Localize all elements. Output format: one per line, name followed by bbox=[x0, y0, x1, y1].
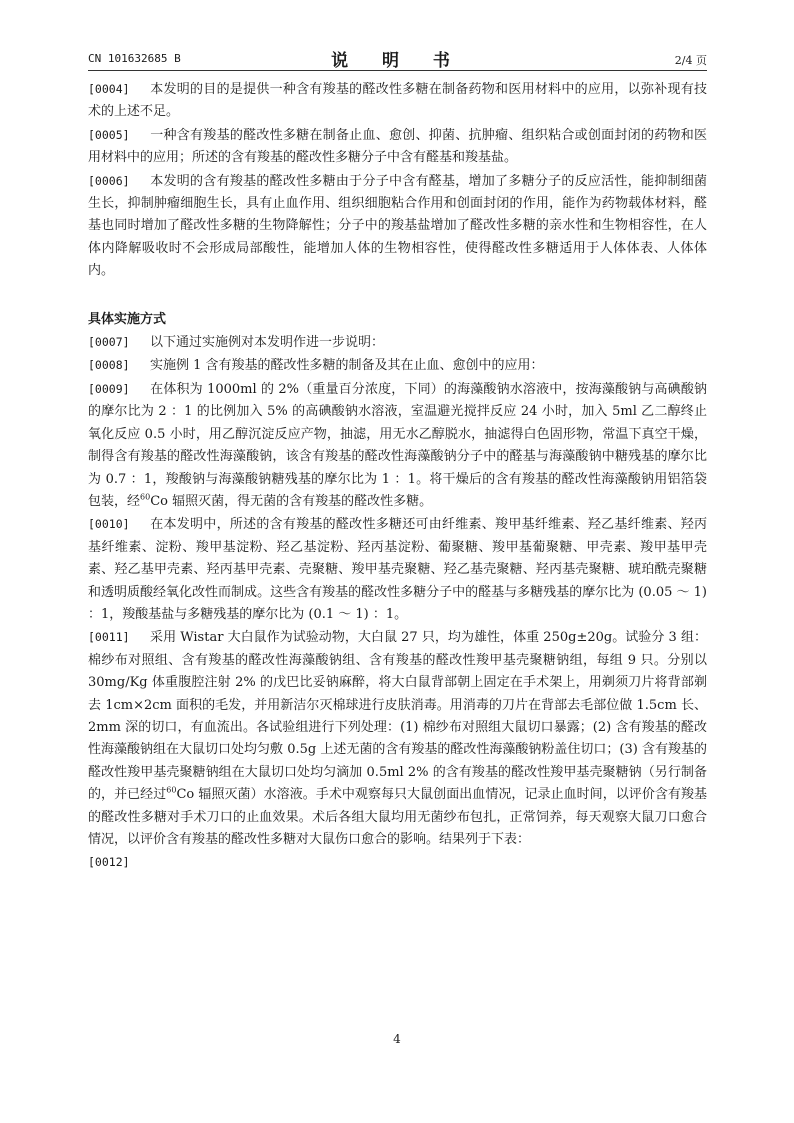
paragraph-0012 bbox=[88, 851, 707, 874]
paragraph-text: 采用 Wistar 大白鼠作为试验动物，大白鼠 27 只，均为雄性，体重 250g±20g。试验分 3 组：棉纱布对照组、含有羧基的醛改性海藻酸钠组、含有羧基的醛改性羧甲基壳聚糖钠组，每组 9 只。分别以 30mg/Kg 体重腹腔注射 2% 的戊巴比妥钠麻醉，将大白鼠背部朝上固定在手术架上，用剃须刀片将背部剃去 1cm×2cm 面积的毛发，并用新洁尔灭棉球进行皮肤消毒。用消毒的刀片在背部去毛部位做 1.5cm 长、2mm 深的切口，有血流出。各试验组进行下列处理：(1) 棉纱布对照组大鼠切口暴露；(2) 含有羧基的醛改性海藻酸钠组在大鼠切口处均匀敷 0.5g 上述无菌的含有羧基的醛改性海藻酸钠粉盖住切口；(3) 含有羧基的醛改性羧甲基壳聚糖钠组在大鼠切口处均匀滴加 0.5ml 2% 的含有羧基的醛改性羧甲基壳聚糖钠（另行制备的，并已经过 bbox=[88, 630, 707, 803]
page-number: 4 bbox=[393, 1032, 401, 1046]
paragraph-number: [0010] bbox=[88, 517, 130, 532]
paragraph-number: [0007] bbox=[88, 335, 130, 350]
page-header bbox=[88, 46, 707, 71]
paragraph-text: 本发明的目的是提供一种含有羧基的醛改性多糖在制备药物和医用材料中的应用，以弥补现有技术的上述不足。 bbox=[88, 82, 707, 120]
paragraph-0006 bbox=[88, 170, 707, 283]
paragraph-0007 bbox=[88, 331, 707, 354]
paragraph-text: 以下通过实施例对本发明作进一步说明： bbox=[150, 335, 385, 351]
paragraph-number: [0012] bbox=[88, 855, 130, 870]
paragraph-number: [0006] bbox=[88, 173, 130, 188]
paragraph-0009 bbox=[88, 378, 707, 513]
paragraph-text-continued: Co 辐照灭菌，得无菌的含有羧基的醛改性多糖。 bbox=[150, 493, 433, 509]
paragraph-text: 实施例 1 含有羧基的醛改性多糖的制备及其在止血、愈创中的应用： bbox=[150, 358, 544, 374]
paragraph-text: 在体积为 1000ml 的 2%（重量百分浓度，下同）的海藻酸钠水溶液中，按海藻酸钠与高碘酸钠的摩尔比为 2 ：1 的比例加入 5% 的高碘酸钠水溶液，室温避光搅拌反应 24 小时，加入 5ml 乙二醇终止氧化反应 0.5 小时，用乙醇沉淀反应产物，抽滤，用无水乙醇脱水，抽滤得白色固形物，常温下真空干燥，制得含有羧基的醛改性海藻酸钠，该含有羧基的醛改性海藻酸钠分子中的醛基与海藻酸钠中糖残基的摩尔比为 0.7 ：1，羧酸钠与海藻酸钠糖残基的摩尔比为 1 ：1。将干燥后的含有羧基的醛改性海藻酸钠用铝箔袋包装，经 bbox=[88, 381, 707, 509]
document-body bbox=[88, 78, 707, 875]
paragraph-number: [0011] bbox=[88, 630, 130, 645]
paragraph-number: [0005] bbox=[88, 127, 130, 142]
paragraph-0005 bbox=[88, 124, 707, 170]
document-title: 说 明 书 bbox=[331, 51, 464, 71]
paragraph-text: 一种含有羧基的醛改性多糖在制备止血、愈创、抑菌、抗肿瘤、组织粘合或创面封闭的药物和医用材料中的应用；所述的含有羧基的醛改性多糖分子中含有醛基和羧基盐。 bbox=[88, 127, 707, 166]
paragraph-text: 本发明的含有羧基的醛改性多糖由于分子中含有醛基，增加了多糖分子的反应活性，能抑制细菌生长，抑制肿瘤细胞生长，具有止血作用、组织细胞粘合作用和创面封闭的作用，能作为药物载体材料，醛基也同时增加了醛改性多糖的生物降解性；分子中的羧基盐增加了醛改性多糖的亲水性和生物相容性，在人体内降解吸收时不会形成局部酸性，能增加人体的生物相容性，使得醛改性多糖适用于人体体表、人体体内。 bbox=[88, 173, 707, 279]
page-indicator: 2/4 页 bbox=[674, 54, 707, 67]
paragraph-0004 bbox=[88, 78, 707, 124]
paragraph-text-continued: Co 辐照灭菌）水溶液。手术中观察每只大鼠创面出血情况，记录止血时间，以评价含有羧基的醛改性多糖对手术刀口的止血效果。术后各组大鼠均用无菌纱布包扎，正常饲养，每天观察大鼠刀口愈合情况，以评价含有羧基的醛改性多糖对大鼠伤口愈合的影响。结果列于下表： bbox=[88, 787, 707, 847]
isotope-superscript: 60 bbox=[140, 492, 151, 502]
paragraph-0010 bbox=[88, 513, 707, 626]
isotope-superscript: 60 bbox=[166, 785, 177, 795]
section-heading: 具体实施方式 bbox=[88, 311, 167, 327]
paragraph-text: 在本发明中，所述的含有羧基的醛改性多糖还可由纤维素、羧甲基纤维素、羟乙基纤维素、羟丙基纤维素、淀粉、羧甲基淀粉、羟乙基淀粉、羟丙基淀粉、葡聚糖、羧甲基葡聚糖、甲壳素、羧甲基甲壳素、羟乙基甲壳素、羟丙基甲壳素、壳聚糖、羧甲基壳聚糖、羟乙基壳聚糖、羟丙基壳聚糖、琥珀酰壳聚糖和透明质酸经氧化改性而制成。这些含有羧基的醛改性多糖分子中的醛基与多糖残基的摩尔比为 (0.05 ～ 1) ：1，羧酸基盐与多糖残基的摩尔比为 (0.1 ～ 1) ：1。 bbox=[88, 517, 707, 622]
paragraph-number: [0008] bbox=[88, 358, 130, 373]
header-rule bbox=[88, 70, 707, 71]
paragraph-0011 bbox=[88, 626, 707, 851]
paragraph-number: [0009] bbox=[88, 381, 130, 396]
paragraph-number: [0004] bbox=[88, 82, 130, 96]
patent-number: CN 101632685 B bbox=[88, 52, 181, 65]
paragraph-0008 bbox=[88, 354, 707, 377]
